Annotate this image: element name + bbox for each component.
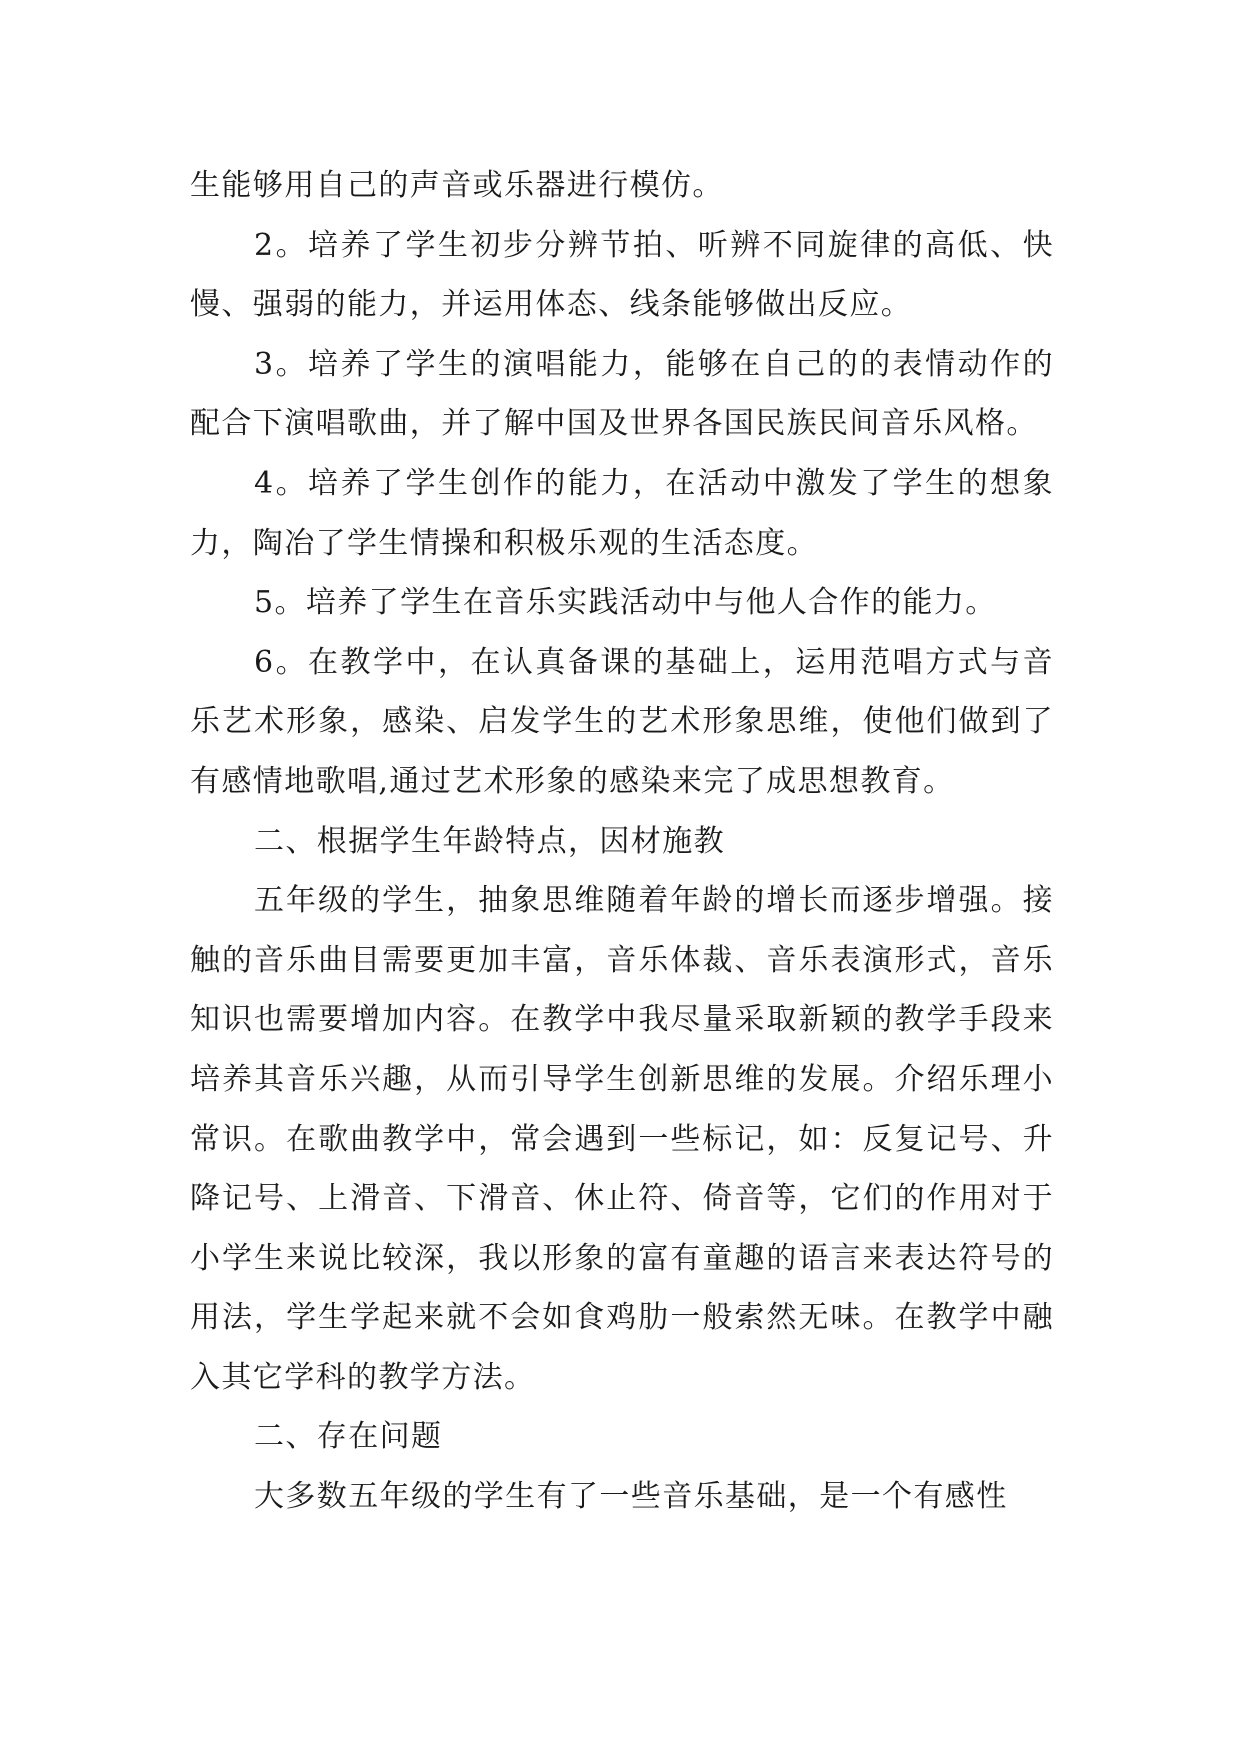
paragraph-item-3: 3。培养了学生的演唱能力，能够在自己的的表情动作的配合下演唱歌曲，并了解中国及世界各国民族民间音乐风格。 <box>190 346 1054 442</box>
paragraph-item-2: 2。培养了学生初步分辨节拍、听辨不同旋律的高低、快慢、强弱的能力，并运用体态、线条能够做出反应。 <box>190 227 1054 323</box>
body-text <box>190 156 1054 1527</box>
section-heading-age-teaching: 二、根据学生年龄特点，因材施教 <box>254 823 725 859</box>
paragraph-continuation: 生能够用自己的声音或乐器进行模仿。 <box>190 168 724 203</box>
paragraph-item-5: 5。培养了学生在音乐实践活动中与他人合作的能力。 <box>254 585 997 621</box>
paragraph-item-4: 4。培养了学生创作的能力，在活动中激发了学生的想象力，陶冶了学生情操和积极乐观的生活态度。 <box>190 465 1054 561</box>
paragraph-problems: 大多数五年级的学生有了一些音乐基础，是一个有感性 <box>254 1479 1008 1515</box>
paragraph-fifth-grade: 五年级的学生，抽象思维随着年龄的增长而逐步增强。接触的音乐曲目需要更加丰富，音乐体裁、音乐表演形式，音乐知识也需要增加内容。在教学中我尽量采取新颖的教学手段来培养其音乐兴趣，从而引导学生创新思维的发展。介绍乐理小常识。在歌曲教学中，常会遇到一些标记，如：反复记号、升降记号、上滑音、下滑音、休止符、倚音等，它们的作用对于小学生来说比较深，我以形象的富有童趣的语言来表达符号的用法，学生学起来就不会如食鸡肋一般索然无味。在教学中融入其它学科的教学方法。 <box>190 883 1054 1395</box>
paragraph-item-6: 6。在教学中，在认真备课的基础上，运用范唱方式与音乐艺术形象，感染、启发学生的艺术形象思维，使他们做到了有感情地歌唱,通过艺术形象的感染来完了成思想教育。 <box>190 644 1054 799</box>
section-heading-problems: 二、存在问题 <box>254 1419 443 1455</box>
